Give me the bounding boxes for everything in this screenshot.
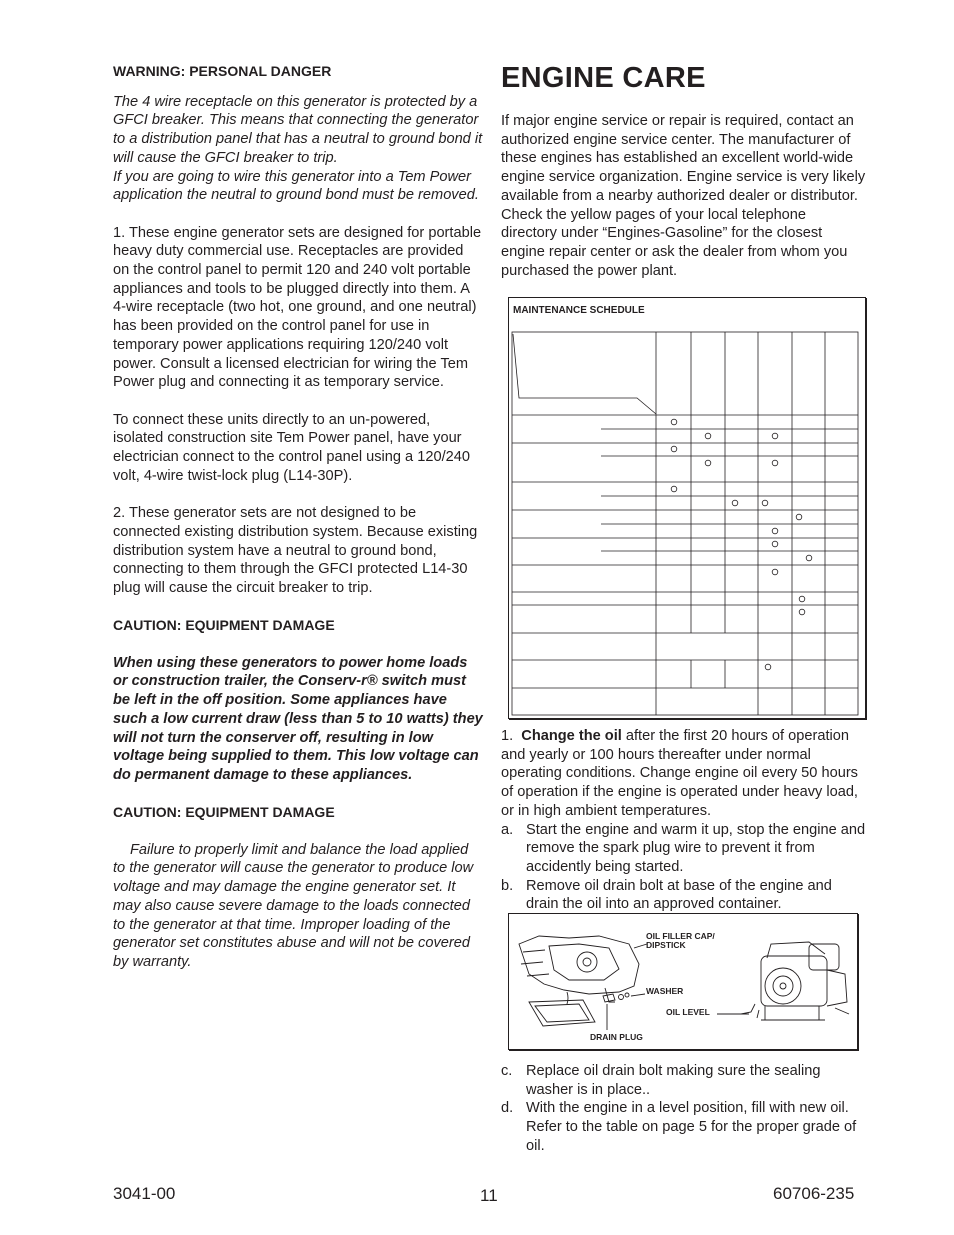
step-1c-text: Replace oil drain bolt making sure the sealing washer is in place..	[526, 1063, 821, 1098]
footer-left-code: 3041-00	[113, 1184, 176, 1203]
label-oil-filler-cap: OIL FILLER CAP/ DIPSTICK	[646, 931, 715, 950]
label-washer: WASHER	[646, 986, 684, 996]
warning-heading: WARNING: PERSONAL DANGER	[113, 63, 332, 79]
oil-change-diagram	[508, 913, 858, 1050]
step-1-number: 1.	[501, 728, 514, 744]
intro-paragraph: If major engine service or repair is required, contact an authorized engine service center. The manufacturer of these engines has established an excellent world-wide engine service organization. Engine service is very likely available from a nearby authorized dealer or distributor. Check the yellow pages of your local telephone directory under “Engines-Gasoline” for the closest engine repair center or ask the dealer from whom you purchased the power plant.	[501, 113, 866, 279]
step-1d-label: d.	[501, 1100, 514, 1117]
label-drain-plug: DRAIN PLUG	[590, 1032, 643, 1042]
step-1a	[501, 821, 866, 877]
step-1	[501, 727, 866, 821]
caution-heading-2: CAUTION: EQUIPMENT DAMAGE	[113, 804, 335, 821]
right-column	[501, 62, 866, 280]
step-1a-label: a.	[501, 821, 514, 838]
step-1b-label: b.	[501, 877, 514, 894]
step-1b	[501, 877, 866, 914]
step-1c	[501, 1062, 866, 1099]
paragraph-3: 2. These generator sets are not designed to be connected existing distribution system. Because existing distribution system have a neutral to ground bond, connecting to them through the GFCI protected L14-30 plug will cause the circuit breaker to trip.	[113, 505, 478, 596]
step-1c-label: c.	[501, 1063, 513, 1079]
left-column	[113, 62, 483, 972]
page-title: ENGINE CARE	[501, 62, 706, 94]
step-1-block	[501, 727, 866, 914]
step-1d	[501, 1099, 866, 1155]
label-oil-level: OIL LEVEL	[666, 1007, 710, 1017]
footer-right-code: 60706-235	[773, 1184, 855, 1203]
step-1-text: after the first 20 hours of operation and yearly or 100 hours thereafter under normal operating conditions. Change engine oil every 50 hours of operation if the engine is operated under heavy load, or in high ambient temperatures.	[501, 728, 858, 819]
steps-c-d	[501, 1062, 866, 1156]
caution-heading-1: CAUTION: EQUIPMENT DAMAGE	[113, 617, 335, 634]
maintenance-schedule-table	[508, 297, 866, 719]
step-1-bold: Change the oil	[521, 728, 622, 744]
warning-body: The 4 wire receptacle on this generator is protected by a GFCI breaker. This means that connecting the generator to a distribution panel that has a neutral to ground bond it will cause the GFCI breaker to trip.	[113, 93, 483, 166]
caution-body-2: Failure to properly limit and balance the load applied to the generator will cause the generator to produce low voltage and may damage the engine generator set. It may also cause severe damage to the loads connected to the generator at that time. Improper loading of the generator set constitutes abuse and will not be covered by warranty.	[113, 841, 474, 970]
step-1d-text: With the engine in a level position, fill with new oil. Refer to the table on page 5 for the proper grade of oil.	[526, 1100, 857, 1154]
caution-body-1: When using these generators to power home loads or construction trailer, the Conserv-r® switch must be left in the off position. Some appliances have such a low current draw (less than 5 to 10 watts) they will not turn the conserver off, resulting in low voltage being supplied to them. This low voltage can do permanent damage to these appliances.	[113, 654, 483, 783]
step-1a-text: Start the engine and warm it up, stop the engine and remove the spark plug wire to prevent it from accidently being started.	[526, 821, 866, 875]
paragraph-1: 1. These engine generator sets are designed for portable heavy duty commercial use. Receptacles are provided on the control panel to permit 120 and 240 volt portable appliances and tools to be plugged directly into them. A 4-wire receptacle (two hot, one ground, and one neutral) has been provided on the control panel for use in temporary power applications requiring 120/240 volt power. Consult a licensed electrician for wiring the Tem Power plug and connecting it as temporary service.	[113, 224, 482, 391]
paragraph-2: To connect these units directly to an un-powered, isolated construction site Tem Power panel, have your electrician connect to the control panel using a 120/240 volt, 4-wire twist-lock plug (L14-30P).	[113, 411, 470, 484]
page-number: 11	[480, 1186, 498, 1205]
step-1b-text: Remove oil drain bolt at base of the engine and drain the oil into an approved container.	[526, 877, 832, 913]
schedule-grid	[509, 298, 865, 718]
warning-body-2: If you are going to wire this generator into a Tem Power application the neutral to ground bond must be removed.	[113, 168, 479, 204]
schedule-title: MAINTENANCE SCHEDULE	[513, 305, 645, 316]
